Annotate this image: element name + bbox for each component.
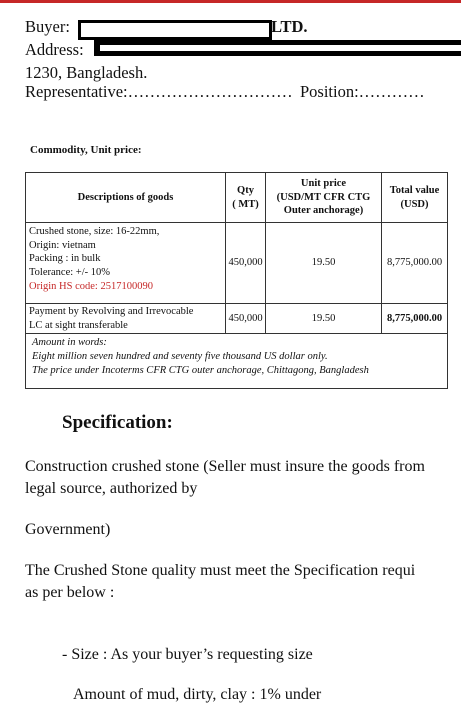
commodity-title: Commodity, Unit price: (30, 144, 142, 156)
col-unit-price-header: Unit price (USD/MT CFR CTG Outer anchorage) (266, 173, 382, 223)
amount-in-words-label: Amount in words: (32, 337, 107, 349)
specification-heading: Specification: (62, 412, 173, 433)
amount-in-words-cell (26, 334, 448, 389)
redaction-inner-gap (100, 45, 461, 51)
row1-line-tolerance: Tolerance: +/- 10% (29, 266, 110, 278)
address-line-2: 1230, Bangladesh. (25, 63, 148, 82)
row1-line-packing: Packing : in bulk (29, 253, 101, 265)
buyer-suffix: LTD. (271, 17, 308, 36)
row1-line-size: Crushed stone, size: 16-22mm, (29, 226, 160, 237)
row1-description (26, 223, 226, 304)
row1-qty: 450,000 (226, 223, 266, 304)
commodity-table (25, 172, 448, 389)
spec-para3-line1: The Crushed Stone quality must meet the Specification requi (25, 562, 416, 579)
buyer-label: Buyer: (25, 17, 70, 36)
row2-qty: 450,000 (226, 304, 266, 334)
table-row (26, 304, 448, 334)
row2-price: 19.50 (266, 304, 382, 334)
amount-in-words-row (26, 334, 448, 389)
spec-para1-line2: legal source, authorized by (25, 480, 198, 497)
position-label: Position:………… (300, 82, 425, 101)
row1-price: 19.50 (266, 223, 382, 304)
top-border-line (0, 0, 461, 3)
spec-para3-line2: as per below : (25, 584, 115, 601)
spec-para1-line1: Construction crushed stone (Seller must insure the goods from (25, 458, 425, 475)
amount-in-words-line2: The price under Incoterms CFR CTG outer anchorage, Chittagong, Bangladesh (32, 364, 369, 376)
row1-line-origin: Origin: vietnam (29, 239, 96, 251)
row2-description: Payment by Revolving and Irrevocable LC at sight transferable (26, 304, 226, 334)
redacted-buyer-name (78, 20, 272, 40)
col-total-header: Total value (USD) (382, 173, 448, 223)
address-label: Address: (25, 40, 84, 59)
row1-total: 8,775,000.00 (382, 223, 448, 304)
row2-total: 8,775,000.00 (382, 304, 448, 334)
col-desc-header: Descriptions of goods (26, 173, 226, 223)
spec-bullet-size: - Size : As your buyer’s requesting size (62, 646, 313, 663)
col-qty-header: Qty ( MT) (226, 173, 266, 223)
amount-in-words-line1: Eight million seven hundred and seventy five thousand US dollar only. (32, 350, 328, 362)
spec-bullet-mud-partial: Amount of mud, dirty, clay : 1% under (73, 686, 322, 703)
row1-origin-hs: Origin HS code: 2517100090 (29, 280, 153, 292)
table-row (26, 223, 448, 304)
table-header-row (26, 173, 448, 223)
representative-label: Representative:………………………… (25, 82, 293, 101)
spec-para2: Government) (25, 521, 111, 538)
